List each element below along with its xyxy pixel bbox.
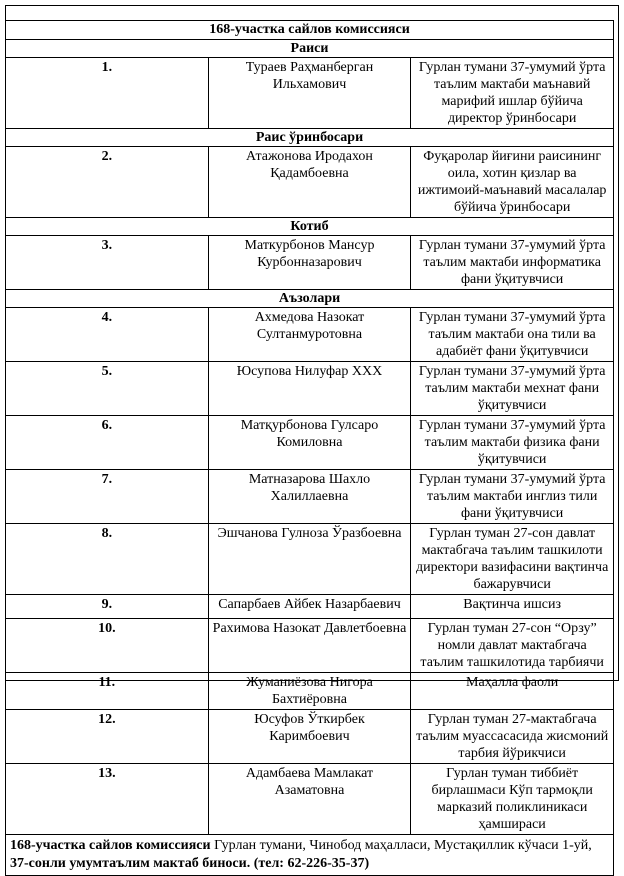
member-number: 4.	[6, 308, 209, 362]
member-position: Гурлан тумани 37-умумий ўрта таълим мактаби маънавий марифий ишлар бўйича директор ўринбосари	[411, 58, 614, 129]
member-number: 13.	[6, 764, 209, 835]
footer-row	[6, 835, 614, 876]
member-number: 1.	[6, 58, 209, 129]
member-row	[6, 362, 614, 416]
member-name: Матқурбонова Гулсаро Комиловна	[208, 416, 411, 470]
address-text: Гурлан тумани, Чинобод маҳалласи, Мустақиллик кўчаси 1-уй,	[210, 838, 592, 853]
member-position: Фуқаролар йиғини раисининг оила, хотин қизлар ва ижтимоий-маънавий масалалар бўйича ўринбосари	[411, 147, 614, 218]
member-position: Гурлан тумани 37-умумий ўрта таълим мактаби физика фани ўқитувчиси	[411, 416, 614, 470]
member-number: 3.	[6, 236, 209, 290]
member-position: Вақтинча ишсиз	[411, 595, 614, 619]
member-row	[6, 619, 614, 673]
member-number: 7.	[6, 470, 209, 524]
member-number: 11.	[6, 673, 209, 710]
member-position: Гурлан туман 27-сон давлат мактабгача таълим ташкилоти директори вазифасини вақтинча бажарувчиси	[411, 524, 614, 595]
member-position: Гурлан тумани 37-умумий ўрта таълим мактаби инглиз тили фани ўқитувчиси	[411, 470, 614, 524]
member-number: 6.	[6, 416, 209, 470]
member-row	[6, 308, 614, 362]
member-position: Гурлан тумани 37-умумий ўрта таълим мактаби информатика фани ўқитувчиси	[411, 236, 614, 290]
section-heading: Аъзолари	[6, 290, 614, 308]
member-row	[6, 236, 614, 290]
member-number: 10.	[6, 619, 209, 673]
section-heading: Раис ўринбосари	[6, 129, 614, 147]
section-heading-row	[6, 40, 614, 58]
member-position: Гурлан туман 27-сон “Орзу” номли давлат мактабгача таълим ташкилотида тарбиячи	[411, 619, 614, 673]
member-name: Эшчанова Гулноза Ўразбоевна	[208, 524, 411, 595]
address-note	[6, 835, 614, 876]
member-row	[6, 147, 614, 218]
member-name: Адамбаева Мамлакат Азаматовна	[208, 764, 411, 835]
member-name: Атажонова Иродахон Қадамбоевна	[208, 147, 411, 218]
member-row	[6, 58, 614, 129]
address-lead: 168-участка сайлов комиссияси	[10, 838, 211, 853]
member-position: Гурлан туман 27-мактабгача таълим муассасасида жисмоний тарбия йўрикчиси	[411, 710, 614, 764]
member-name: Матназарова Шахло Халиллаевна	[208, 470, 411, 524]
member-row	[6, 524, 614, 595]
member-name: Юсуфов Ўткирбек Каримбоевич	[208, 710, 411, 764]
member-name: Маткурбонов Мансур Курбонназарович	[208, 236, 411, 290]
member-name: Ахмедова Назокат Султанмуротовна	[208, 308, 411, 362]
commission-title: 168-участка сайлов комиссияси	[6, 21, 614, 40]
section-heading: Котиб	[6, 218, 614, 236]
member-name: Рахимова Назокат Давлетбоевна	[208, 619, 411, 673]
address-building: 37-сонли умумтаълим мактаб биноси. (тел: 62-226-35-37)	[10, 856, 370, 871]
member-name: Сапарбаев Айбек Назарбаевич	[208, 595, 411, 619]
member-number: 12.	[6, 710, 209, 764]
member-number: 8.	[6, 524, 209, 595]
section-heading-row	[6, 218, 614, 236]
section-heading-row	[6, 290, 614, 308]
commission-table	[5, 20, 614, 876]
member-position: Гурлан тумани 37-умумий ўрта таълим мактаби она тили ва адабиёт фани ўқитувчиси	[411, 308, 614, 362]
title-row	[6, 21, 614, 40]
member-row	[6, 470, 614, 524]
member-row	[6, 673, 614, 710]
member-position: Гурлан тумани 37-умумий ўрта таълим мактаби мехнат фани ўқитувчиси	[411, 362, 614, 416]
member-name: Тураев Раҳманберган Ильхамович	[208, 58, 411, 129]
member-number: 2.	[6, 147, 209, 218]
commission-table-body	[6, 21, 614, 876]
member-row	[6, 595, 614, 619]
member-number: 9.	[6, 595, 209, 619]
member-name: Юсупова Нилуфар ХХХ	[208, 362, 411, 416]
member-row	[6, 416, 614, 470]
member-row	[6, 710, 614, 764]
member-name: Жуманиёзова Нигора Бахтиёровна	[208, 673, 411, 710]
member-row	[6, 764, 614, 835]
member-position: Маҳалла фаоли	[411, 673, 614, 710]
member-position: Гурлан туман тиббиёт бирлашмаси Кўп тармоқли марказий поликлиникаси ҳамшираси	[411, 764, 614, 835]
member-number: 5.	[6, 362, 209, 416]
section-heading-row	[6, 129, 614, 147]
section-heading: Раиси	[6, 40, 614, 58]
